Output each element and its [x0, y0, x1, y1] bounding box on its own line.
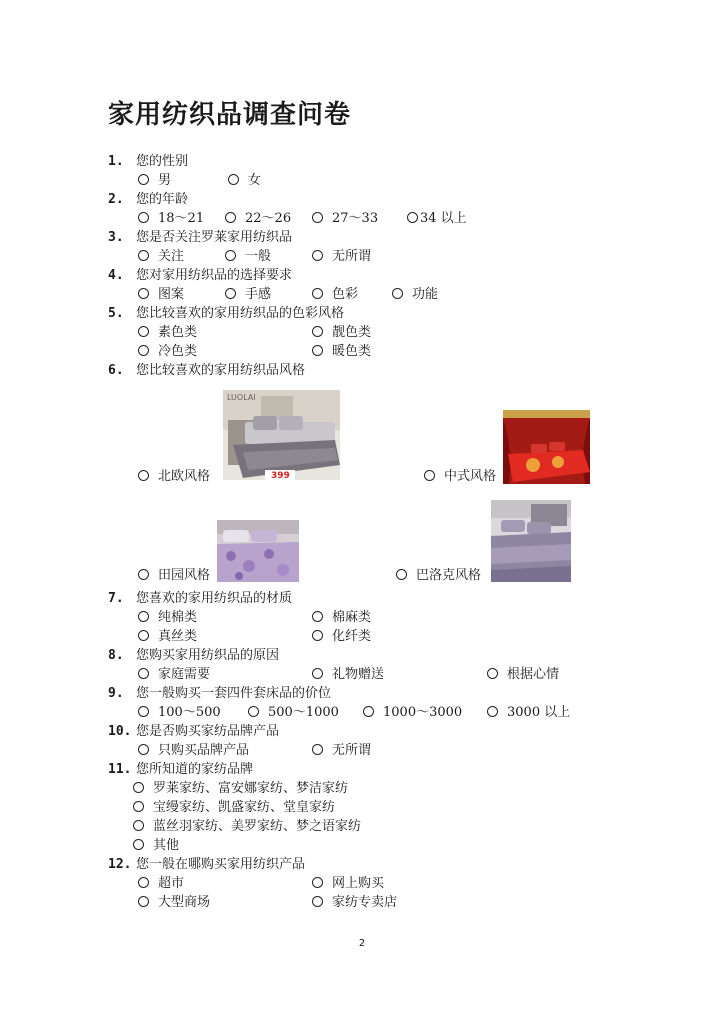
question-text: 您对家用纺织品的选择要求 — [136, 268, 293, 283]
option-label: 500～1000 — [268, 705, 339, 720]
question-10 — [108, 724, 279, 740]
radio-circle-icon[interactable] — [312, 326, 323, 337]
option-radio[interactable] — [396, 568, 481, 584]
option-label: 女 — [248, 173, 262, 188]
question-text: 您是否购买家纺品牌产品 — [136, 724, 280, 739]
radio-circle-icon[interactable] — [225, 212, 236, 223]
option-radio[interactable] — [225, 249, 271, 265]
option-radio[interactable] — [312, 895, 397, 911]
question-number: 11. — [108, 762, 132, 777]
question-number: 1. — [108, 154, 124, 169]
radio-circle-icon[interactable] — [133, 801, 144, 812]
question-text: 您是否关注罗莱家用纺织品 — [136, 230, 293, 245]
option-label: 网上购买 — [332, 876, 385, 891]
option-radio[interactable] — [407, 211, 467, 227]
radio-circle-icon[interactable] — [138, 174, 149, 185]
radio-circle-icon[interactable] — [363, 706, 374, 717]
option-radio[interactable] — [133, 781, 348, 797]
option-label: 18～21 — [158, 211, 205, 226]
radio-circle-icon[interactable] — [424, 470, 435, 481]
radio-circle-icon[interactable] — [138, 326, 149, 337]
radio-circle-icon[interactable] — [138, 877, 149, 888]
option-radio[interactable] — [138, 249, 184, 265]
radio-circle-icon[interactable] — [138, 896, 149, 907]
option-radio[interactable] — [363, 705, 462, 721]
option-radio[interactable] — [312, 211, 378, 227]
option-label: 真丝类 — [158, 629, 198, 644]
pastoral-style-bedding-image — [217, 520, 299, 582]
question-text: 您一般购买一套四件套床品的价位 — [136, 686, 332, 701]
option-radio[interactable] — [392, 287, 438, 303]
option-radio[interactable] — [138, 287, 184, 303]
option-label: 超市 — [158, 876, 185, 891]
option-label: 家庭需要 — [158, 667, 211, 682]
option-radio[interactable] — [138, 610, 197, 626]
option-label: 色彩 — [332, 287, 359, 302]
question-12 — [108, 857, 305, 873]
option-label: 根据心情 — [507, 667, 560, 682]
option-label: 大型商场 — [158, 895, 211, 910]
question-3 — [108, 230, 292, 246]
option-radio[interactable] — [312, 610, 371, 626]
option-radio[interactable] — [312, 287, 358, 303]
option-label: 靓色类 — [332, 325, 372, 340]
option-label: 其他 — [153, 838, 180, 853]
question-text: 您喜欢的家用纺织品的材质 — [136, 591, 293, 606]
nordic-style-bedding-image — [223, 390, 340, 480]
option-label: 素色类 — [158, 325, 198, 340]
option-radio[interactable] — [225, 211, 291, 227]
radio-circle-icon[interactable] — [312, 288, 323, 299]
option-radio[interactable] — [138, 173, 171, 189]
radio-circle-icon[interactable] — [133, 820, 144, 831]
option-radio[interactable] — [138, 629, 197, 645]
radio-circle-icon[interactable] — [312, 877, 323, 888]
option-radio[interactable] — [424, 469, 496, 485]
question-text: 您所知道的家纺品牌 — [136, 762, 254, 777]
option-radio[interactable] — [487, 667, 559, 683]
radio-circle-icon[interactable] — [138, 668, 149, 679]
question-number: 3. — [108, 230, 124, 245]
option-label: 巴洛克风格 — [416, 568, 482, 583]
radio-circle-icon[interactable] — [487, 706, 498, 717]
option-radio[interactable] — [312, 743, 371, 759]
option-label: 3000 以上 — [507, 705, 571, 720]
option-radio[interactable] — [225, 287, 271, 303]
option-label: 蓝丝羽家纺、美罗家纺、梦之语家纺 — [153, 819, 362, 834]
question-11 — [108, 762, 253, 778]
question-number: 12. — [108, 857, 132, 872]
option-radio[interactable] — [138, 876, 184, 892]
option-radio[interactable] — [138, 325, 197, 341]
option-radio[interactable] — [133, 800, 335, 816]
question-number: 2. — [108, 192, 124, 207]
option-radio[interactable] — [312, 325, 371, 341]
question-number: 8. — [108, 648, 124, 663]
option-label: 手感 — [245, 287, 272, 302]
option-label: 礼物赠送 — [332, 667, 385, 682]
option-label: 纯棉类 — [158, 610, 198, 625]
option-label: 无所谓 — [332, 743, 372, 758]
baroque-style-bedding-image — [491, 500, 571, 582]
question-text: 您一般在哪购买家用纺织产品 — [136, 857, 306, 872]
radio-circle-icon[interactable] — [312, 896, 323, 907]
option-label: 27～33 — [332, 211, 379, 226]
question-number: 5. — [108, 306, 124, 321]
option-label: 34 以上 — [420, 211, 467, 226]
option-radio[interactable] — [487, 705, 570, 721]
option-label: 棉麻类 — [332, 610, 372, 625]
radio-circle-icon[interactable] — [312, 630, 323, 641]
radio-circle-icon[interactable] — [225, 288, 236, 299]
option-radio[interactable] — [138, 469, 210, 485]
option-label: 关注 — [158, 249, 185, 264]
question-9 — [108, 686, 331, 702]
option-radio[interactable] — [312, 249, 371, 265]
option-radio[interactable] — [312, 667, 384, 683]
option-radio[interactable] — [138, 568, 210, 584]
radio-circle-icon[interactable] — [138, 212, 149, 223]
option-label: 中式风格 — [444, 469, 497, 484]
option-label: 只购买品牌产品 — [158, 743, 250, 758]
radio-circle-icon[interactable] — [392, 288, 403, 299]
question-text: 您比较喜欢的家用纺织品的色彩风格 — [136, 306, 345, 321]
option-radio[interactable] — [138, 743, 249, 759]
option-radio[interactable] — [312, 876, 384, 892]
question-number: 10. — [108, 724, 132, 739]
radio-circle-icon[interactable] — [312, 345, 323, 356]
radio-circle-icon[interactable] — [138, 569, 149, 580]
option-radio[interactable] — [133, 819, 361, 835]
radio-circle-icon[interactable] — [407, 212, 418, 223]
question-4 — [108, 268, 292, 284]
radio-circle-icon[interactable] — [312, 611, 323, 622]
option-radio[interactable] — [138, 211, 204, 227]
radio-circle-icon[interactable] — [248, 706, 259, 717]
radio-circle-icon[interactable] — [225, 250, 236, 261]
radio-circle-icon[interactable] — [138, 288, 149, 299]
chinese-style-bedding-image — [503, 410, 590, 484]
radio-circle-icon[interactable] — [133, 782, 144, 793]
option-label: 100～500 — [158, 705, 221, 720]
option-label: 罗莱家纺、富安娜家纺、梦洁家纺 — [153, 781, 349, 796]
option-label: 1000～3000 — [383, 705, 463, 720]
option-label: 田园风格 — [158, 568, 211, 583]
question-8 — [108, 648, 279, 664]
question-text: 您比较喜欢的家用纺织品风格 — [136, 363, 306, 378]
question-1 — [108, 154, 188, 170]
option-radio[interactable] — [312, 629, 371, 645]
option-radio[interactable] — [133, 838, 179, 854]
option-label: 一般 — [245, 249, 272, 264]
question-text: 您的年龄 — [136, 192, 189, 207]
radio-circle-icon[interactable] — [312, 250, 323, 261]
price-tag-text: 399 — [271, 471, 290, 480]
question-7 — [108, 591, 292, 607]
option-label: 功能 — [412, 287, 439, 302]
option-label: 暖色类 — [332, 344, 372, 359]
radio-circle-icon[interactable] — [138, 706, 149, 717]
question-5 — [108, 306, 344, 322]
option-radio[interactable] — [138, 344, 197, 360]
question-6 — [108, 363, 305, 379]
radio-circle-icon[interactable] — [138, 744, 149, 755]
radio-circle-icon[interactable] — [312, 212, 323, 223]
radio-circle-icon[interactable] — [312, 744, 323, 755]
question-text: 您购买家用纺织品的原因 — [136, 648, 280, 663]
radio-circle-icon[interactable] — [228, 174, 239, 185]
radio-circle-icon[interactable] — [312, 668, 323, 679]
option-radio[interactable] — [138, 667, 210, 683]
option-label: 22～26 — [245, 211, 292, 226]
option-radio[interactable] — [138, 705, 221, 721]
radio-circle-icon[interactable] — [487, 668, 498, 679]
question-text: 您的性别 — [136, 154, 189, 169]
question-number: 9. — [108, 686, 124, 701]
option-radio[interactable] — [228, 173, 261, 189]
option-label: 男 — [158, 173, 172, 188]
radio-circle-icon[interactable] — [138, 250, 149, 261]
option-label: 冷色类 — [158, 344, 198, 359]
option-label: 化纤类 — [332, 629, 372, 644]
option-label: 北欧风格 — [158, 469, 211, 484]
radio-circle-icon[interactable] — [138, 611, 149, 622]
question-2 — [108, 192, 188, 208]
question-number: 6. — [108, 363, 124, 378]
radio-circle-icon[interactable] — [138, 470, 149, 481]
radio-circle-icon[interactable] — [138, 345, 149, 356]
option-label: 无所谓 — [332, 249, 372, 264]
question-number: 4. — [108, 268, 124, 283]
radio-circle-icon[interactable] — [138, 630, 149, 641]
option-label: 家纺专卖店 — [332, 895, 398, 910]
radio-circle-icon[interactable] — [133, 839, 144, 850]
option-label: 宝缦家纺、凯盛家纺、堂皇家纺 — [153, 800, 336, 815]
question-number: 7. — [108, 591, 124, 606]
option-label: 图案 — [158, 287, 185, 302]
page-title: 家用纺织品调查问卷 — [108, 100, 352, 130]
option-radio[interactable] — [138, 895, 210, 911]
brand-logo-text: LUOLAI — [227, 393, 256, 402]
radio-circle-icon[interactable] — [396, 569, 407, 580]
option-radio[interactable] — [248, 705, 339, 721]
option-radio[interactable] — [312, 344, 371, 360]
page-number: 2 — [358, 938, 366, 949]
